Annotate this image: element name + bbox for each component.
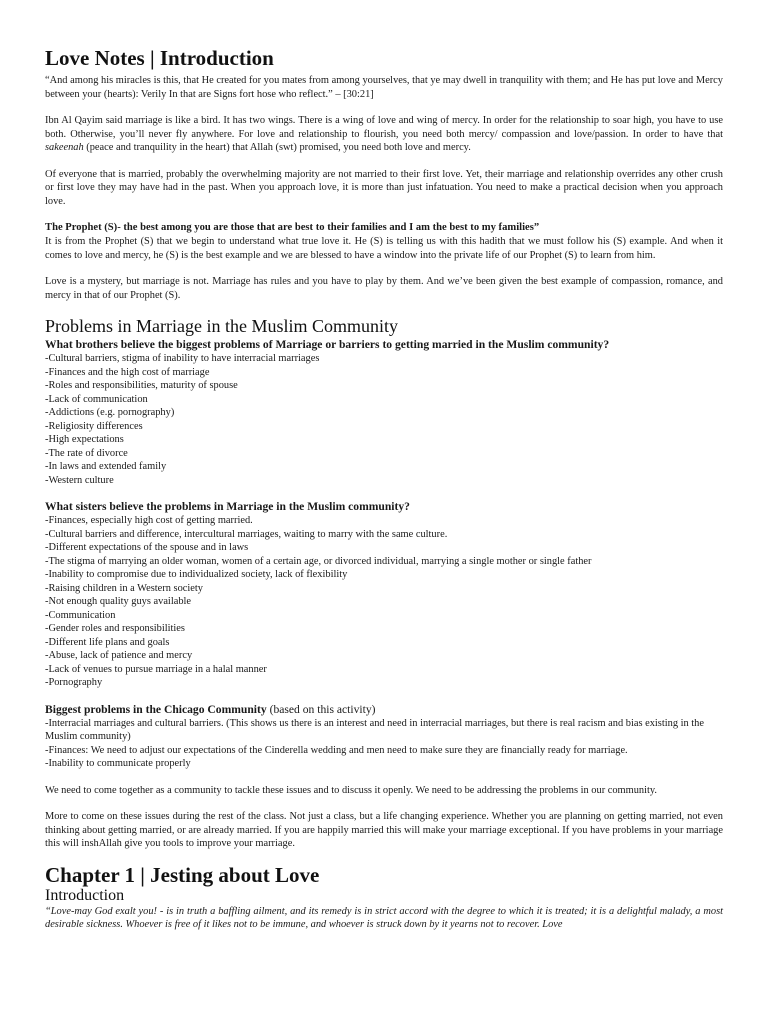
chicago-question bbox=[45, 703, 723, 717]
list-item: -Roles and responsibilities, maturity of spouse bbox=[45, 380, 238, 391]
list-item: -Different expectations of the spouse and in laws bbox=[45, 542, 249, 553]
sisters-list bbox=[45, 514, 723, 690]
chapter1-quote bbox=[45, 905, 723, 932]
list-item: -Different life plans and goals bbox=[45, 636, 170, 648]
list-item: -Lack of communication bbox=[45, 393, 148, 405]
list-item: -Interracial marriages and cultural barriers. (This shows us there is an interest and need in interracial marriages, but there is real racism and bias existing in the Muslim community) bbox=[45, 717, 704, 742]
chapter1-title: Chapter 1 | Jesting about Love bbox=[45, 862, 320, 887]
chapter1-subtitle: Introduction bbox=[45, 886, 125, 904]
list-item: -Finances and the high cost of marriage bbox=[45, 366, 210, 378]
chicago-list bbox=[45, 717, 723, 771]
para1-a: Ibn Al Qayim said marriage is like a bird. It has two wings. There is a wing of love and wing of mercy. In order for the relationship to soar high, you have to use both. Otherwise, you’ll never fly anywhere. For love and relationship to flourish, you need both mercy/ compassion and love/passion. In order to have that bbox=[45, 115, 723, 140]
list-item: -Western culture bbox=[45, 474, 114, 486]
list-item: -Addictions (e.g. pornography) bbox=[45, 407, 175, 418]
hadith-heading: The Prophet (S)- the best among you are those that are best to their families and I am the best to my families” bbox=[45, 222, 540, 233]
list-item: -In laws and extended family bbox=[45, 461, 167, 472]
brothers-question: What brothers believe the biggest problems of Marriage or barriers to getting married in the Muslim community? bbox=[45, 338, 610, 351]
list-item: -Not enough quality guys available bbox=[45, 596, 192, 607]
brothers-list bbox=[45, 352, 723, 487]
list-item: -Inability to compromise due to individualized society, lack of flexibility bbox=[45, 569, 348, 580]
intro-title: Love Notes | Introduction bbox=[45, 46, 274, 70]
list-item: -Finances, especially high cost of getting married. bbox=[45, 515, 253, 526]
list-item: -Pornography bbox=[45, 677, 103, 688]
quote-opening: “Love-may God exalt you! bbox=[45, 905, 157, 917]
sisters-question: What sisters believe the problems in Marriage in the Muslim community? bbox=[45, 500, 410, 513]
list-item: -Gender roles and responsibilities bbox=[45, 623, 185, 634]
para1-b: (peace and tranquility in the heart) that Allah (swt) promised, you need both love and mercy. bbox=[83, 142, 471, 153]
list-item: -Raising children in a Western society bbox=[45, 582, 203, 594]
ibn-qayim-paragraph bbox=[45, 114, 723, 155]
list-item: -High expectations bbox=[45, 434, 124, 445]
list-item: -Communication bbox=[45, 609, 116, 621]
chicago-question-text: Biggest problems in the Chicago Community bbox=[45, 702, 267, 716]
list-item: -Inability to communicate properly bbox=[45, 758, 191, 769]
chicago-question-note: (based on this activity) bbox=[266, 702, 376, 716]
list-item: -Finances: We need to adjust our expectations of the Cinderella wedding and men need to make sure they are financially ready for marriage. bbox=[45, 744, 628, 756]
quote-rest: - is in truth a baffling ailment, and its remedy is in strict accord with the degree to which it is treated; it is a delightful malady, a most desirable sickness. Whoever is free of it likes not to be immune, and whoever is struck down by it yearns not to recover. Love bbox=[45, 905, 723, 930]
list-item: -Cultural barriers and difference, intercultural marriages, waiting to marry with the same culture. bbox=[45, 528, 448, 540]
problems-heading: Problems in Marriage in the Muslim Community bbox=[45, 316, 398, 336]
list-item: -The rate of divorce bbox=[45, 447, 128, 459]
love-mystery-paragraph: Love is a mystery, but marriage is not. Marriage has rules and you have to play by them. And we’ve been given the best example of compassion, romance, and mercy in that of our Prophet (S). bbox=[45, 276, 723, 301]
prophet-example-paragraph: It is from the Prophet (S) that we begin to understand what true love it. He (S) is telling us with this hadith that we must follow his (S) example. And when it comes to love and mercy, he (S) is the best example and we are blessed to have a window into the private life of our Prophet (S) to learn from him. bbox=[45, 236, 723, 261]
list-item: -Cultural barriers, stigma of inability to have interracial marriages bbox=[45, 353, 320, 364]
first-love-paragraph: Of everyone that is married, probably the overwhelming majority are not married to their first love. Yet, their marriage and relationship overrides any other crush or first love they may have had in the past. When you approach love, it is more than just infatuation. You need to make a practical decision when you approach love. bbox=[45, 168, 723, 207]
community-paragraph: We need to come together as a community to tackle these issues and to discuss it openly. We need to be addressing the problems in our community. bbox=[45, 784, 657, 796]
list-item: -The stigma of marrying an older woman, women of a certain age, or divorced individual, marrying a single mother or single father bbox=[45, 555, 592, 567]
sakeenah-term: sakeenah bbox=[45, 142, 84, 153]
list-item: -Lack of venues to pursue marriage in a halal manner bbox=[45, 663, 267, 675]
opening-quote: “And among his miracles is this, that He created for you mates from among yourselves, that ye may dwell in tranquility with them; and He has put love and Mercy between your (hearts): Verily In that are Signs fort hose who reflect.” – [30:21] bbox=[45, 75, 723, 100]
list-item: -Abuse, lack of patience and mercy bbox=[45, 650, 193, 661]
more-to-come-paragraph: More to come on these issues during the rest of the class. Not just a class, but a life changing experience. Whether you are planning on getting married, not even thinking about getting married, or are already married. If you are happily married this will make your marriage exceptional. If you have problems in your marriage this will inshAllah give you tools to improve your marriage. bbox=[45, 811, 723, 849]
list-item: -Religiosity differences bbox=[45, 420, 143, 432]
